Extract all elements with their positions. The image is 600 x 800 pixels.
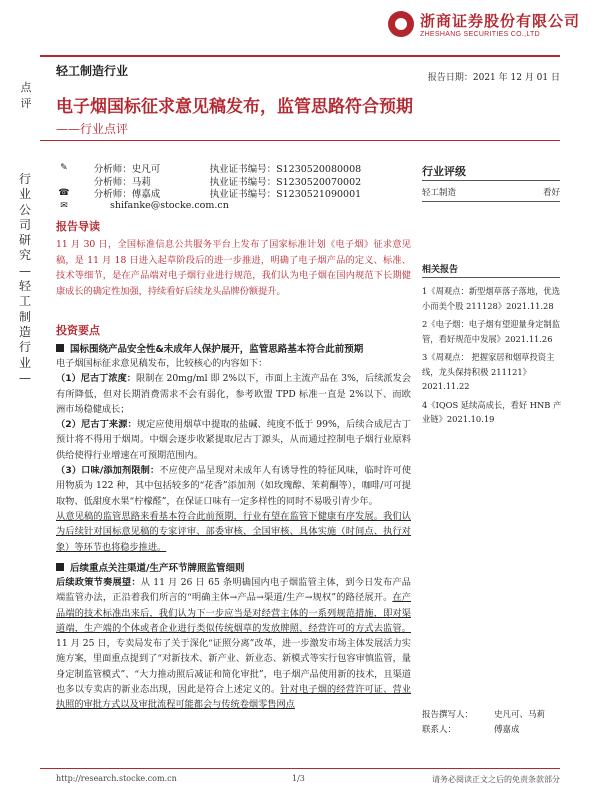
page-number: 1/3 [292, 774, 305, 783]
logo-text [420, 10, 580, 38]
p1-item-2-lead: （2）尼古丁来源： [56, 419, 137, 431]
p2-text-a: 从 11 月 26 日 65 条明确国内电子烟监管主体，到今日发布产品端监管办法，正沿着我们所言的“明确主体→产品→渠道/生产→规权”的路径展开。 [56, 577, 411, 604]
p2-lead: 后续政策节奏展望： [56, 577, 141, 588]
rating-divider [422, 180, 560, 181]
p1-item-1-text: 限制在 20mg/ml 即 2%以下，市面上主流产品在 3%，后续派发会有所降低，但对长期消费需求不会有弱化，参考欧盟 TPD 标准一直是 2%以下、而欧洲市场稳健成长； [56, 373, 411, 415]
related-item[interactable]: 4《IQOS 延续高成长，看好 HNB 产业链》2021.10.19 [422, 399, 562, 424]
report-meta [422, 708, 545, 738]
author-row [422, 708, 545, 723]
p1-item-3-lead: （3）口味/添加剂限制： [56, 465, 160, 477]
author-value: 史凡可、马莉 [494, 710, 546, 720]
rating-industry: 轻工制造 [422, 188, 457, 198]
invest-body-2 [56, 575, 411, 713]
square-bullet-icon [56, 344, 64, 352]
footer-url[interactable]: http://research.stocke.com.cn [56, 774, 177, 783]
analyst-row [56, 187, 406, 200]
p1-intro: 电子烟国标征求意见稿发布，比较核心的内容如下： [56, 358, 268, 369]
heading-1-text: 国标围绕产品安全性&未成年人保护展开，监管思路基本符合此前预期 [70, 344, 364, 355]
analyst-cert: 执业证书编号：S1230520080008 [209, 164, 362, 176]
invest-title: 投资要点 [56, 324, 100, 337]
guide-title: 报告导读 [56, 220, 100, 233]
rating-divider-bottom [422, 201, 560, 202]
contact-row [422, 723, 545, 738]
contact-label: 联系人： [422, 725, 457, 735]
related-item[interactable]: 1《周观点：新型烟草落子落地，优选小而美个股 211128》2021.11.28 [422, 286, 561, 311]
pen-icon: ✎ [60, 163, 68, 174]
brand-name-cn: 浙商证券股份有限公司 [420, 12, 581, 30]
contact-value: 傅嘉成 [494, 725, 520, 735]
p1-item-1-lead: （1）尼古丁浓度： [56, 373, 136, 385]
p2-paragraph [56, 575, 411, 713]
rating-value: 看好 [542, 188, 560, 198]
phone-icon: ☎ [58, 188, 70, 199]
p1-item-3-text: 不应使产品呈现对未成年人有诱导性的特征风味，临时许可使用物质为 122 种，其中包括较多的“花香”添加剂（如玫瑰醇、茉莉酮等），咖啡/可可提取物、低甜度水果“柠檬醛”，在保证口味有一定多样性的同时不易吸引青少年。 [56, 465, 412, 507]
heading-2-text: 后续重点关注渠道/生产环节牌照监管细则 [70, 563, 245, 574]
p1-item-1 [56, 371, 411, 417]
mail-icon: ✉ [60, 200, 68, 211]
title-divider [40, 140, 560, 141]
brand-name-en: ZHESHANG SECURITIES CO.,LTD [420, 31, 540, 38]
invest-heading-2 [56, 560, 244, 574]
analyst-name: 分析师：史凡可 [93, 164, 161, 176]
analyst-cert: 执业证书编号：S1230521090001 [209, 189, 362, 201]
p1-summary: 从意见稿的监管思路来看基本符合此前预期，行业有望在监管下健康有序发展。我们认为后续针对国标意见稿的专家评审、部委审核、全国审核、具体实施（时间点、执行对象）等环节也将稳步推进。 [56, 510, 411, 553]
logo-mark-icon [388, 11, 414, 37]
report-subtitle: ——行业点评 [56, 122, 129, 136]
p1-item-2-text: 规定应使用烟草中提取的盐碱、纯度不低于 99%，后续合成尼古丁预计将不得用于烟周。中烟会逐步收紧提取尼古丁源头，从而通过控制电子烟行业原料供给使得行业增速在可预期范围内。 [56, 419, 411, 461]
guide-text: 11 月 30 日，全国标准信息公共服务平台上发布了国家标准计划《电子烟》征求意见稿，是 11 月 18 日进入起草阶段后的进一步推进，明确了电子烟产品的定义、标准、技术等细节，是在产品端对电子烟行业进行规范，我们认为电子烟在国内规范下长期健康成长的确定性加强，持续看好后续龙头品牌份额提升。 [56, 239, 411, 297]
footer-divider [40, 768, 560, 769]
footer-disclaimer: 请务必阅读正文之后的免责条款部分 [432, 775, 560, 784]
report-date: 报告日期：2021 年 12 月 01 日 [427, 73, 560, 83]
related-title: 相关报告 [422, 265, 459, 275]
invest-body-1 [56, 356, 411, 555]
side-vertical-label: 行 业 公 司 研 究 — 轻 工 制 造 行 业 — [18, 172, 31, 385]
analyst-email[interactable]: shifanke@stocke.com.cn [110, 200, 229, 212]
related-item[interactable]: 3《周观点： 把握家居和烟草投资主线，龙头保持积极 211121》2021.11.22 [422, 352, 555, 391]
related-list [422, 284, 562, 431]
analyst-row [56, 162, 406, 175]
related-item[interactable]: 2《电子烟：电子烟有望迎量身定制监管，看好规范中发展》2021.11.26 [422, 319, 561, 344]
rating-row [422, 186, 560, 198]
rating-title: 行业评级 [422, 165, 466, 178]
p1-item-2 [56, 417, 411, 463]
brand-logo [388, 10, 580, 38]
p2-text-u2: 针对电子烟的经营许可证、营业执照的审批方式以及审批流程可能都会与传统卷烟零售网点 [56, 684, 412, 711]
author-label: 报告撰写人： [422, 710, 474, 720]
p2-text-u1: 在产品端的技术标准出来后，我们认为下一步应当是对经营主体的一系列规范措施，即对渠道端，生产端的个体或者企业进行类似传统烟草的发放牌照、经营许可的方式去监管。 [56, 592, 411, 634]
email-row [56, 200, 406, 213]
analyst-name: 分析师：傅嘉成 [93, 189, 161, 201]
analyst-name: 分析师：马莉 [93, 176, 151, 188]
industry-label: 轻工制造行业 [56, 64, 129, 78]
analyst-list [56, 162, 406, 212]
header-divider [40, 55, 560, 57]
square-bullet-icon [56, 563, 64, 571]
report-title: 电子烟国标征求意见稿发布，监管思路符合预期 [56, 97, 413, 117]
p2-text-b: 11 月 25 日，专卖局发布了关于深化“证照分离”改革，进一步激发市场主体发展活力实施方案，里面重点提到了“对新技术、新产业、新业态、新模式等实行包容审慎监管，量身定制监管模式”、“大力推动照后减证和简化审批”，电子烟产品使用新的技术，且渠道也多以专卖店的新业态出现，因此是符合上述定义的。 [56, 638, 411, 696]
related-divider [422, 277, 560, 278]
p1-item-3 [56, 463, 411, 509]
analyst-cert: 执业证书编号：S1230520070002 [209, 176, 362, 188]
analyst-row [56, 175, 406, 188]
invest-heading-1 [56, 341, 363, 355]
side-tag: 点 评 [20, 81, 32, 110]
